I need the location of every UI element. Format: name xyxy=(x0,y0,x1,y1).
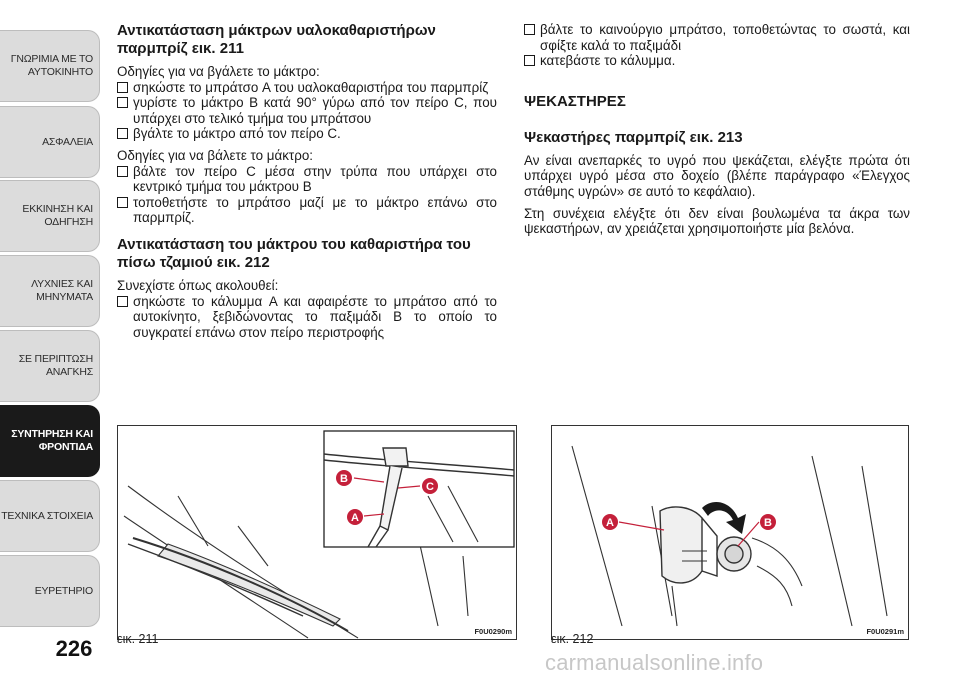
checkbox-bullet-icon xyxy=(117,82,128,93)
list-item: τοποθετήστε το μπράτσο μαζί με το μάκτρο επάνω στο παρμπρίζ. xyxy=(117,195,497,226)
list-item: σηκώστε το μπράτσο A του υαλοκαθαριστήρα του παρμπρίζ xyxy=(117,80,497,96)
tab-lights-messages[interactable]: ΛΥΧΝΙΕΣ ΚΑΙ ΜΗΝΥΜΑΤΑ xyxy=(0,255,100,327)
list-item: βάλτε τον πείρο C μέσα στην τρύπα που υπάρχει στο κεντρικό τμήμα του μάκτρου B xyxy=(117,164,497,195)
checkbox-bullet-icon xyxy=(117,128,128,139)
page-number: 226 xyxy=(55,636,93,661)
checkbox-bullet-icon xyxy=(524,24,535,35)
figure-211 xyxy=(117,425,517,640)
rear-wiper-illustration xyxy=(552,426,910,641)
fit-intro: Οδηγίες για να βάλετε το μάκτρο: xyxy=(117,147,314,163)
list-item: σηκώστε το κάλυμμα A και αφαιρέστε το μπράτσο από το αυτοκίνητο, ξεβιδώνοντας το παξιμάδι B το οποίο το συγκρατεί επάνω στον πείρο περιστροφής xyxy=(117,294,497,341)
section-title-rear-wiper: Αντικατάσταση του μάκτρου του καθαριστήρα του πίσω τζαμιού εικ. 212 xyxy=(117,235,471,271)
checkbox-bullet-icon xyxy=(524,55,535,66)
subtitle-windscreen-washers: Ψεκαστήρες παρμπρίζ εικ. 213 xyxy=(524,128,743,146)
figure-caption: εικ. 212 xyxy=(551,632,594,646)
tab-maintenance-care[interactable]: ΣΥΝΤΗΡΗΣΗ ΚΑΙ ΦΡΟΝΤΙΔΑ xyxy=(0,405,100,477)
paragraph: Αν είναι ανεπαρκές το υγρό που ψεκάζεται, ελέγξτε πρώτα ότι υπάρχει υγρό μέσα στο δοχείο (βλέπε παράγραφο «Έλεγχος στάθμης υγρών» σε αυτό το κεφάλαιο). xyxy=(524,152,910,199)
leader-line-a xyxy=(619,522,664,530)
tab-safety[interactable]: ΑΣΦΑΛΕΙΑ xyxy=(0,106,100,178)
figure-code: F0U0291m xyxy=(866,627,904,636)
chapter-sidebar xyxy=(0,0,104,677)
checkbox-bullet-icon xyxy=(117,197,128,208)
remove-intro: Οδηγίες για να βγάλετε το μάκτρο: xyxy=(117,64,320,79)
tab-emergency[interactable]: ΣΕ ΠΕΡΙΠΤΩΣΗ ΑΝΑΓΚΗΣ xyxy=(0,330,100,402)
tab-starting-driving[interactable]: ΕΚΚΙΝΗΣΗ ΚΑΙ ΟΔΗΓΗΣΗ xyxy=(0,180,100,252)
callout-a-label: A xyxy=(606,517,614,529)
list-item: βγάλτε το μάκτρο από τον πείρο C. xyxy=(117,126,497,142)
callout-b-label: B xyxy=(340,473,348,485)
left-column xyxy=(117,22,497,340)
tab-index[interactable]: ΕΥΡΕΤΗΡΙΟ xyxy=(0,555,100,627)
checkbox-bullet-icon xyxy=(117,296,128,307)
list-item: γυρίστε το μάκτρο B κατά 90° γύρω από τον πείρο C, που υπάρχει στο τελικό τμήμα του μπράτσου xyxy=(117,95,497,126)
tab-technical-data[interactable]: ΤΕΧΝΙΚΑ ΣΤΟΙΧΕΙΑ xyxy=(0,480,100,552)
callout-a-label: A xyxy=(351,512,359,524)
tab-getting-to-know[interactable]: ΓΝΩΡΙΜΙΑ ΜΕ ΤΟ ΑΥΤΟΚΙΝΗΤΟ xyxy=(0,30,100,102)
rotation-arrow-icon xyxy=(702,502,746,534)
right-column xyxy=(524,22,910,237)
wiper-arm-illustration xyxy=(118,426,518,641)
rear-intro: Συνεχίστε όπως ακολουθεί: xyxy=(117,277,279,293)
list-item: κατεβάστε το κάλυμμα. xyxy=(524,53,910,69)
paragraph: Στη συνέχεια ελέγξτε ότι δεν είναι βουλωμένα τα άκρα των ψεκαστήρων, αν χρειάζεται χρησιμοποιήστε μία βελόνα. xyxy=(524,205,910,237)
watermark[interactable]: carmanualsonline.info xyxy=(545,650,764,675)
section-title-wiper-blades: Αντικατάσταση μάκτρων υαλοκαθαριστήρων παρμπρίζ εικ. 211 xyxy=(117,22,436,57)
list-item: βάλτε το καινούργιο μπράτσο, τοποθετώντας το σωστά, και σφίξτε καλά το παξιμάδι xyxy=(524,22,910,53)
figure-caption: εικ. 211 xyxy=(117,632,159,646)
checkbox-bullet-icon xyxy=(117,166,128,177)
figure-code: F0U0290m xyxy=(474,627,512,636)
checkbox-bullet-icon xyxy=(117,97,128,108)
callout-b-label: B xyxy=(764,517,772,529)
figure-212 xyxy=(551,425,909,640)
section-title-washers: ΨΕΚΑΣΤΗΡΕΣ xyxy=(524,92,626,110)
callout-c-label: C xyxy=(426,481,434,493)
